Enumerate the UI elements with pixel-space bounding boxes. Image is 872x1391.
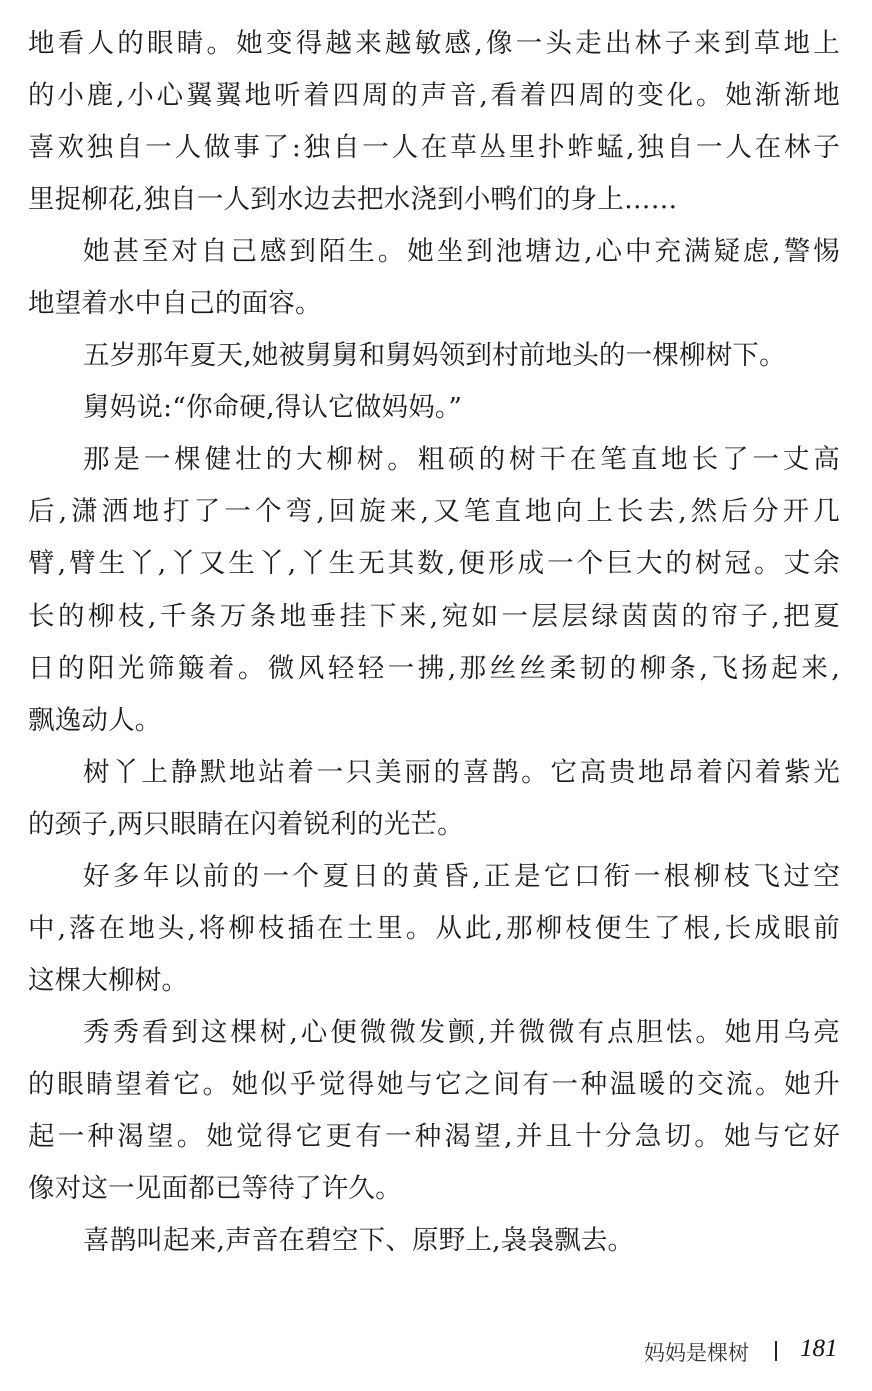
text-line: 起一种渴望。她觉得它更有一种渴望,并且十分急切。她与它好 — [28, 1120, 840, 1152]
text-line: 五岁那年夏天,她被舅舅和舅妈领到村前地头的一棵柳树下。 — [83, 340, 786, 372]
text-line: 里捉柳花,独自一人到水边去把水浇到小鸭们的身上…… — [28, 184, 678, 216]
text-line: 后,潇洒地打了一个弯,回旋来,又笔直地向上长去,然后分开几 — [28, 496, 840, 528]
page-footer — [0, 1333, 872, 1373]
text-line: 日的阳光筛簸着。微风轻轻一拂,那丝丝柔韧的柳条,飞扬起来, — [28, 652, 840, 684]
text-line: 地望着水中自己的面容。 — [28, 288, 322, 320]
text-line: 树丫上静默地站着一只美丽的喜鹊。它高贵地昂着闪着紫光 — [83, 756, 840, 788]
text-line: 秀秀看到这棵树,心便微微发颤,并微微有点胆怯。她用乌亮 — [83, 1016, 840, 1048]
text-line: 舅妈说:“你命硬,得认它做妈妈。” — [83, 392, 463, 424]
text-line: 臂,臂生丫,丫又生丫,丫生无其数,便形成一个巨大的树冠。丈余 — [28, 548, 840, 580]
footer-separator — [775, 1341, 777, 1361]
text-line: 喜欢独自一人做事了:独自一人在草丛里扑蚱蜢,独自一人在林子 — [28, 132, 840, 164]
text-line: 她甚至对自己感到陌生。她坐到池塘边,心中充满疑虑,警惕 — [83, 236, 840, 268]
text-line: 长的柳枝,千条万条地垂挂下来,宛如一层层绿茵茵的帘子,把夏 — [28, 600, 840, 632]
text-line: 好多年以前的一个夏日的黄昏,正是它口衔一根柳枝飞过空 — [83, 860, 840, 892]
page-number: 181 — [800, 1335, 838, 1362]
text-line: 像对这一见面都已等待了许久。 — [28, 1173, 402, 1205]
text-line: 飘逸动人。 — [28, 704, 162, 736]
text-line: 的颈子,两只眼睛在闪着锐利的光芒。 — [28, 808, 464, 840]
page-body — [28, 18, 840, 1267]
text-line: 地看人的眼睛。她变得越来越敏感,像一头走出林子来到草地上 — [28, 28, 840, 59]
text-line: 那是一棵健壮的大柳树。粗硕的树干在笔直地长了一丈高 — [83, 444, 840, 476]
text-line: 中,落在地头,将柳枝插在土里。从此,那柳枝便生了根,长成眼前 — [28, 912, 840, 944]
running-title: 妈妈是棵树 — [644, 1341, 749, 1365]
text-line: 喜鹊叫起来,声音在碧空下、原野上,袅袅飘去。 — [83, 1225, 635, 1257]
text-line: 的小鹿,小心翼翼地听着四周的声音,看着四周的变化。她渐渐地 — [28, 80, 840, 112]
text-line: 的眼睛望着它。她似乎觉得她与它之间有一种温暖的交流。她升 — [28, 1068, 840, 1100]
text-line: 这棵大柳树。 — [28, 964, 189, 996]
